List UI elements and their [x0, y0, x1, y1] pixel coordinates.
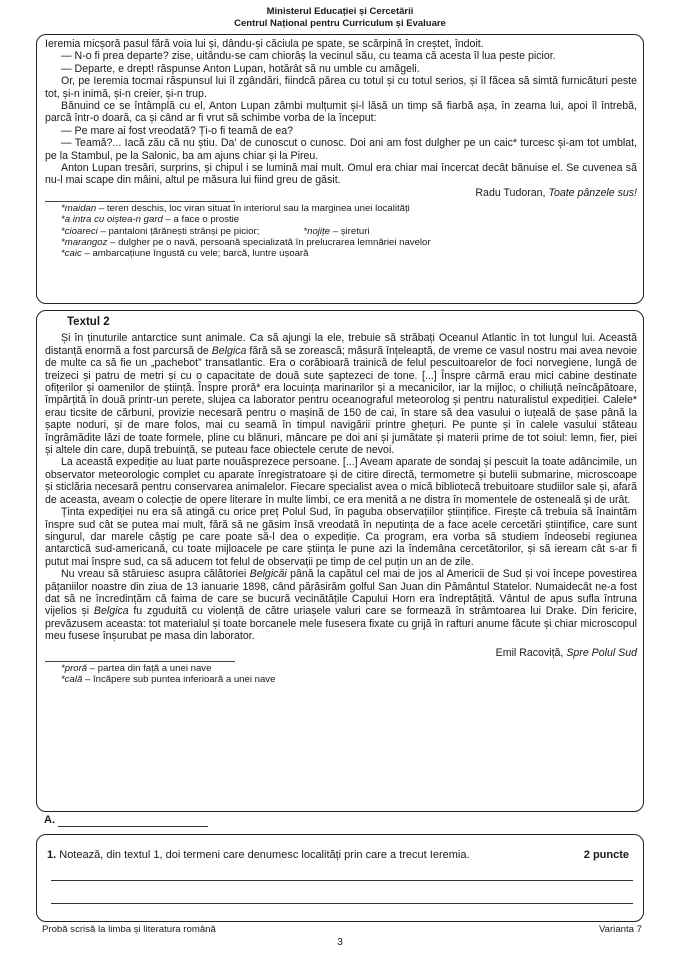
footnote: *cioareci – pantaloni țărănești strânși pe picior; *nojițe – șireturi	[61, 225, 370, 237]
footer-subject: Probă scrisă la limba și literatura română	[42, 924, 216, 935]
text2-source	[45, 647, 637, 659]
footnote: *caic – ambarcațiune îngustă cu vele; barcă, luntre ușoară	[61, 248, 309, 260]
text1-paragraph: Or, pe Ieremia tocmai răspunsul lui îl zgândări, fiindcă părea cu totul și cu totul serios, și îl făcea să simtă furnicături peste tot, și-n inimă, și-n creier, și-n trup.	[45, 75, 637, 100]
text2-paragraph: Și în ținuturile antarctice sunt animale. Ca să ajungi la ele, trebuie să străbați Oceanul Atlantic în tot lungul lui. Această distanță enormă a fost parcursă de Belgica fără să se zorească; măsură înțeleaptă, de vreme ce vasul nostru mai avea nevoie de multe ca să fie un „pachebot” transatlantic. Era o corăbioară trainică de felul pescuitoarelor de foci norvegiene, lungă de treizeci și patru de metri și cu o capacitate de două sute șaptezeci de tone. [...] Înspre cârmă erau mici cabine destinate ofițerilor și oamenilor de știință. Înspre proră* era locuința marinarilor și a mecanicilor, iar la mijloc, o chiliuță neîncăpătoare, împărțită în două printr-un perete, slujea ca laborator pentru oceanograful meteorolog și pentru naturalistul expediției. Calele* erau ticsite de cărbuni, provizie necesară pentru o mașină de 150 de cai, în stare să dea vasului o iuțeală de șase până la șapte noduri, și de mare folos, mai cu seamă în timpul navigării printre ghețuri. Pe punte și în calele vasului stăteau îngrămădite lăzi de toate formele, pline cu blănuri, mâncare pe doi ani și jumătate și materii prime de tot soiul: lemn, fier, piei și altele din care, după trebuință, se puteau face obiectele cerute de nevoi.	[45, 332, 637, 457]
footnote: *a intra cu oiștea-n gard – a face o prostie	[61, 214, 240, 226]
text2-work: Spre Polul Sud	[566, 646, 637, 659]
text1-paragraph: Anton Lupan tresări, surprins, și chipul i se lumină mai mult. Omul era chiar mai încercat decât bănuise el. Se cuvenea să nu-l mai scape din mâini, altul pe măsura lui fiind greu de găsit.	[45, 162, 637, 187]
footnote: *proră – partea din față a unei nave	[61, 662, 212, 674]
text1-paragraph: — Teamă?... Iacă zău că nu știu. Da' de cunoscut o cunosc. Doi ani am fost dulgher pe un caic* turcesc și-am tot umblat, pe la Stambul, pe la Salonic, ba am ajuns chiar și la Pireu.	[45, 137, 637, 162]
footer-variant: Varianta 7	[598, 924, 642, 935]
text2-paragraph: Nu vreau să stăruiesc asupra călătoriei Belgicăi până la capătul cel mai de jos al Americii de Sud și voi începe povestirea pățaniilor noastre din ziua de 13 ianuarie 1898, când părăsirăm golful San Juan din Pământul Statelor. Numaidecât ne-a fost dat să ne încredințăm că faima de care se bucură vecinătățile Capului Horn era îndreptățită. Vântul de apus sufla întruna vijelios și Belgica fu zguduită cu violență de către uriașele valuri care se formează în strâmtoarea lui Drake. Din fericire, prevăzusem aceasta: tot materialul și toate borcanele mele fusesera fixate cu grijă în rafturi anume făcute și chiar microscopul meu fusese înșurubat pe masa din laborator.	[45, 568, 637, 643]
text1-paragraph: — Departe, e drept! răspunse Anton Lupan, hotărât să nu umble cu amăgeli.	[61, 62, 420, 75]
question-text: Notează, din textul 1, doi termeni care denumesc localități prin care a trecut Ieremia.	[59, 849, 470, 861]
footnote: *cală – încăpere sub puntea inferioară a unei nave	[61, 674, 276, 686]
answer-line[interactable]	[51, 903, 633, 904]
text2-box	[36, 310, 644, 812]
center-name: Centrul Național pentru Curriculum și Evaluare	[234, 18, 446, 29]
text1-work: Toate pânzele sus!	[548, 186, 637, 199]
text2-title: Textul 2	[67, 316, 110, 328]
text2-paragraph: La această expediție au luat parte nouăsprezece persoane. [...] Aveam aparate de sondaj și pescuit la toate adâncimile, un observator meteorologic complet cu aparate înregistratoare și de citire directă, termometre și butelii submarine, microscoape și sticlăria necesară pentru conservarea animalelor. Fiecare specialist avea o mică bibliotecă trebuitoare studiilor sale și, afară de aceasta, aveam o colecție de opere literare în multe limbi, ce era menită a ne distra în momentele de osteneală și de urât.	[45, 456, 637, 506]
footnote: *marangoz – dulgher pe o navă, persoană specializată în prelucrarea lemnăriei navelor	[61, 236, 431, 248]
footnote-divider	[45, 661, 235, 662]
text1-paragraph: Bănuind ce se întâmplă cu el, Anton Lupan zâmbi mulțumit și-l lăsă un timp să fiarbă așa, în zeama lui, apoi îl întrebă, parcă într-o doară, ca și când ar fi vrut să schimbe vorba de la început:	[45, 100, 637, 125]
answer-line[interactable]	[51, 880, 633, 881]
section-a-underline	[58, 826, 208, 827]
ministry-name: Ministerul Educației și Cercetării	[266, 6, 414, 17]
section-a-label: A.	[44, 814, 55, 826]
text1-paragraph: Ieremia micșoră pasul fără voia lui și, dându-și căciula pe spate, se scărpină în creștet, îndoit.	[45, 38, 484, 50]
text2-paragraph: Ținta expediției nu era să atingă cu orice preț Polul Sud, în paguba observațiilor științifice. Firește că trebuia să înaintăm înspre sud cât se putea mai mult, fără să ne găsim însă vreodată în neputința de a face acele cercetări științifice, care sunt singurul, dar marele câștig pe care poate să-l dea o expediție. Ca program, era vorba să studiem îndeosebi regiunea antarctică sud-americană, cu toate mijloacele pe care știința le pune azi la îndemâna cercetătorilor, și să ieream cât s-ar fi putut mai înspre sud, ca să aducem tot felul de observații pe timp de cel puțin un an de zile.	[45, 506, 637, 568]
text1-paragraph: — N-o fi prea departe? zise, uitându-se cam chiorâș la vecinul său, cu teama că acesta îl lua peste picior.	[61, 50, 556, 63]
text2-author: Emil Racoviță,	[495, 646, 564, 659]
question-box	[36, 834, 644, 922]
question-number: 1.	[47, 849, 57, 861]
footnote-divider	[45, 201, 235, 202]
text1-box	[36, 34, 644, 304]
footnote: *maidan – teren deschis, loc viran situat în interiorul sau la marginea unei localități	[61, 203, 410, 215]
text1-author: Radu Tudoran,	[475, 186, 546, 199]
question-1	[47, 849, 627, 861]
text1-paragraph: — Pe mare ai fost vreodată? Ți-o fi teamă de ea?	[61, 124, 294, 137]
page-number: 3	[337, 937, 343, 948]
text1-source	[45, 187, 637, 199]
question-points: 2 puncte	[583, 849, 629, 861]
